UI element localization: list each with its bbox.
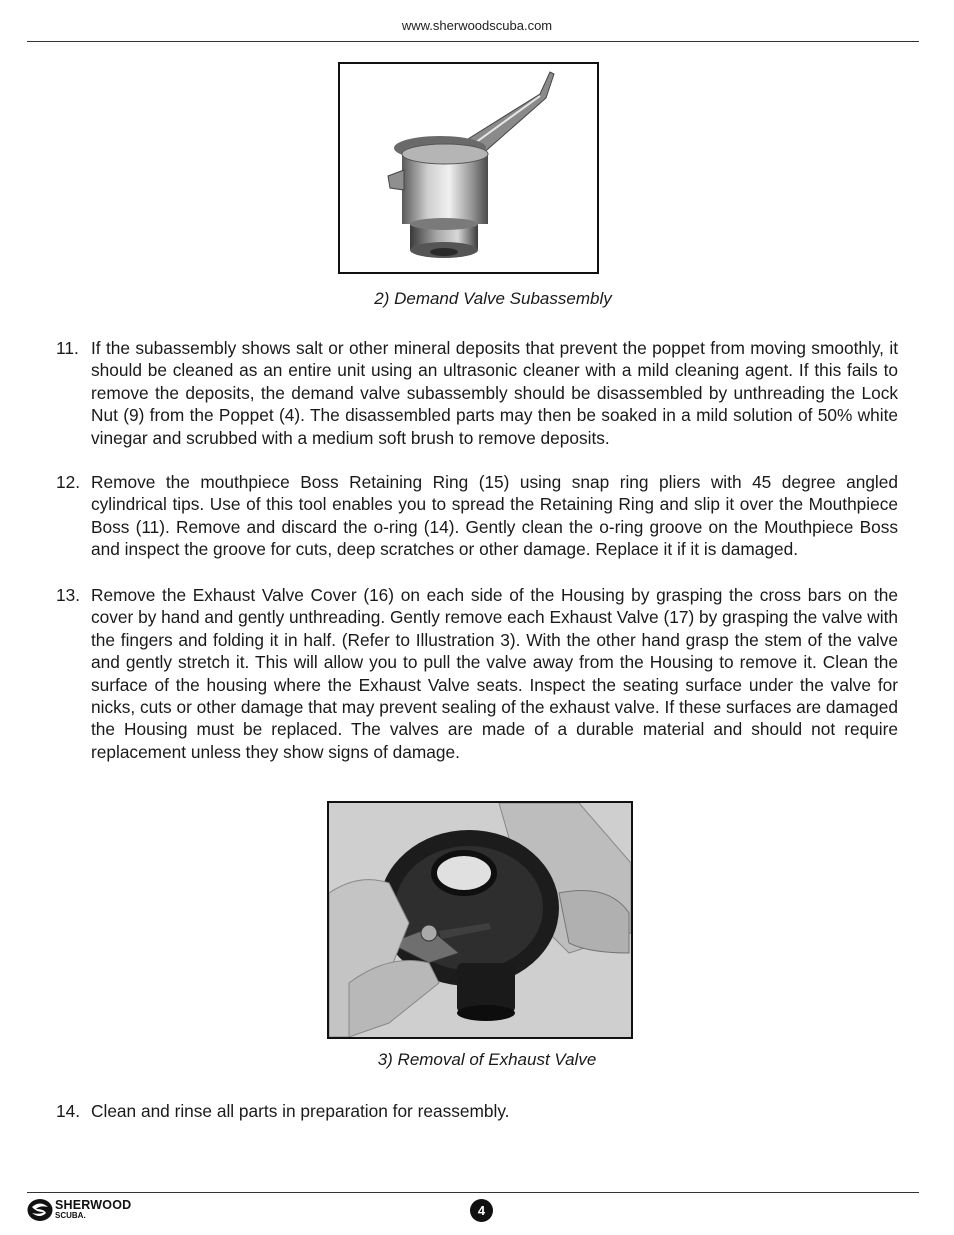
demand-valve-photo [338,62,599,274]
step-number: 14. [56,1101,81,1121]
step-13 [56,584,898,763]
logo-brand-top: SHERWOOD [55,1198,132,1212]
sherwood-swirl-icon [27,1197,53,1223]
step-14 [56,1100,898,1122]
header-divider [27,41,919,42]
step-11 [56,337,898,449]
page-number-badge: 4 [470,1199,493,1222]
step-text: Clean and rinse all parts in preparation for reassembly. [91,1101,510,1121]
figure-caption-demand-valve: 2) Demand Valve Subassembly [374,289,612,308]
header-url: www.sherwoodscuba.com [401,18,553,33]
step-12 [56,471,898,561]
step-text: If the subassembly shows salt or other mineral deposits that prevent the poppet from moving smoothly, it should be cleaned as an entire unit using an ultrasonic cleaner with a mild cleaning agent. If this fails to remove the deposits, the demand valve subassembly should be disassembled by unthreading the Lock Nut (9) from the Poppet (4). The disassembled parts may then be soaked in a mild solution of 50% white vinegar and scrubbed with a medium soft brush to remove deposits. [91,338,898,448]
logo-brand-bottom: SCUBA. [55,1211,86,1220]
footer-divider [27,1192,919,1193]
step-text: Remove the mouthpiece Boss Retaining Ring (15) using snap ring pliers with 45 degree angled cylindrical tips. Use of this tool enables you to spread the Retaining Ring and slip it over the Mouthpiece Boss (11). Remove and discard the o-ring (14). Gently clean the o-ring groove on the Mouthpiece Boss and inspect the groove for cuts, deep scratches or other damage. Replace it if it is damaged. [91,472,898,560]
figure-caption-exhaust-valve: 3) Removal of Exhaust Valve [377,1050,597,1069]
step-text: Remove the Exhaust Valve Cover (16) on each side of the Housing by grasping the cross bars on the cover by hand and gently unthreading. Gently remove each Exhaust Valve (17) by grasping the valve with the fingers and folding it in half. (Refer to Illustration 3). With the other hand grasp the stem of the valve and gently stretch it. This will allow you to pull the valve away from the Housing to remove it. Clean the surface of the housing where the Exhaust Valve seats. Inspect the seating surface under the valve for nicks, cuts or other damage that may prevent sealing of the exhaust valve. If these surfaces are damaged the Housing must be replaced. The valves are made of a durable material and should not require replacement unless they show signs of damage. [91,585,898,762]
exhaust-valve-removal-photo [327,801,633,1039]
step-number: 12. [56,472,81,492]
sherwood-scuba-logo [27,1197,152,1223]
step-number: 13. [56,585,81,605]
step-number: 11. [56,338,79,358]
